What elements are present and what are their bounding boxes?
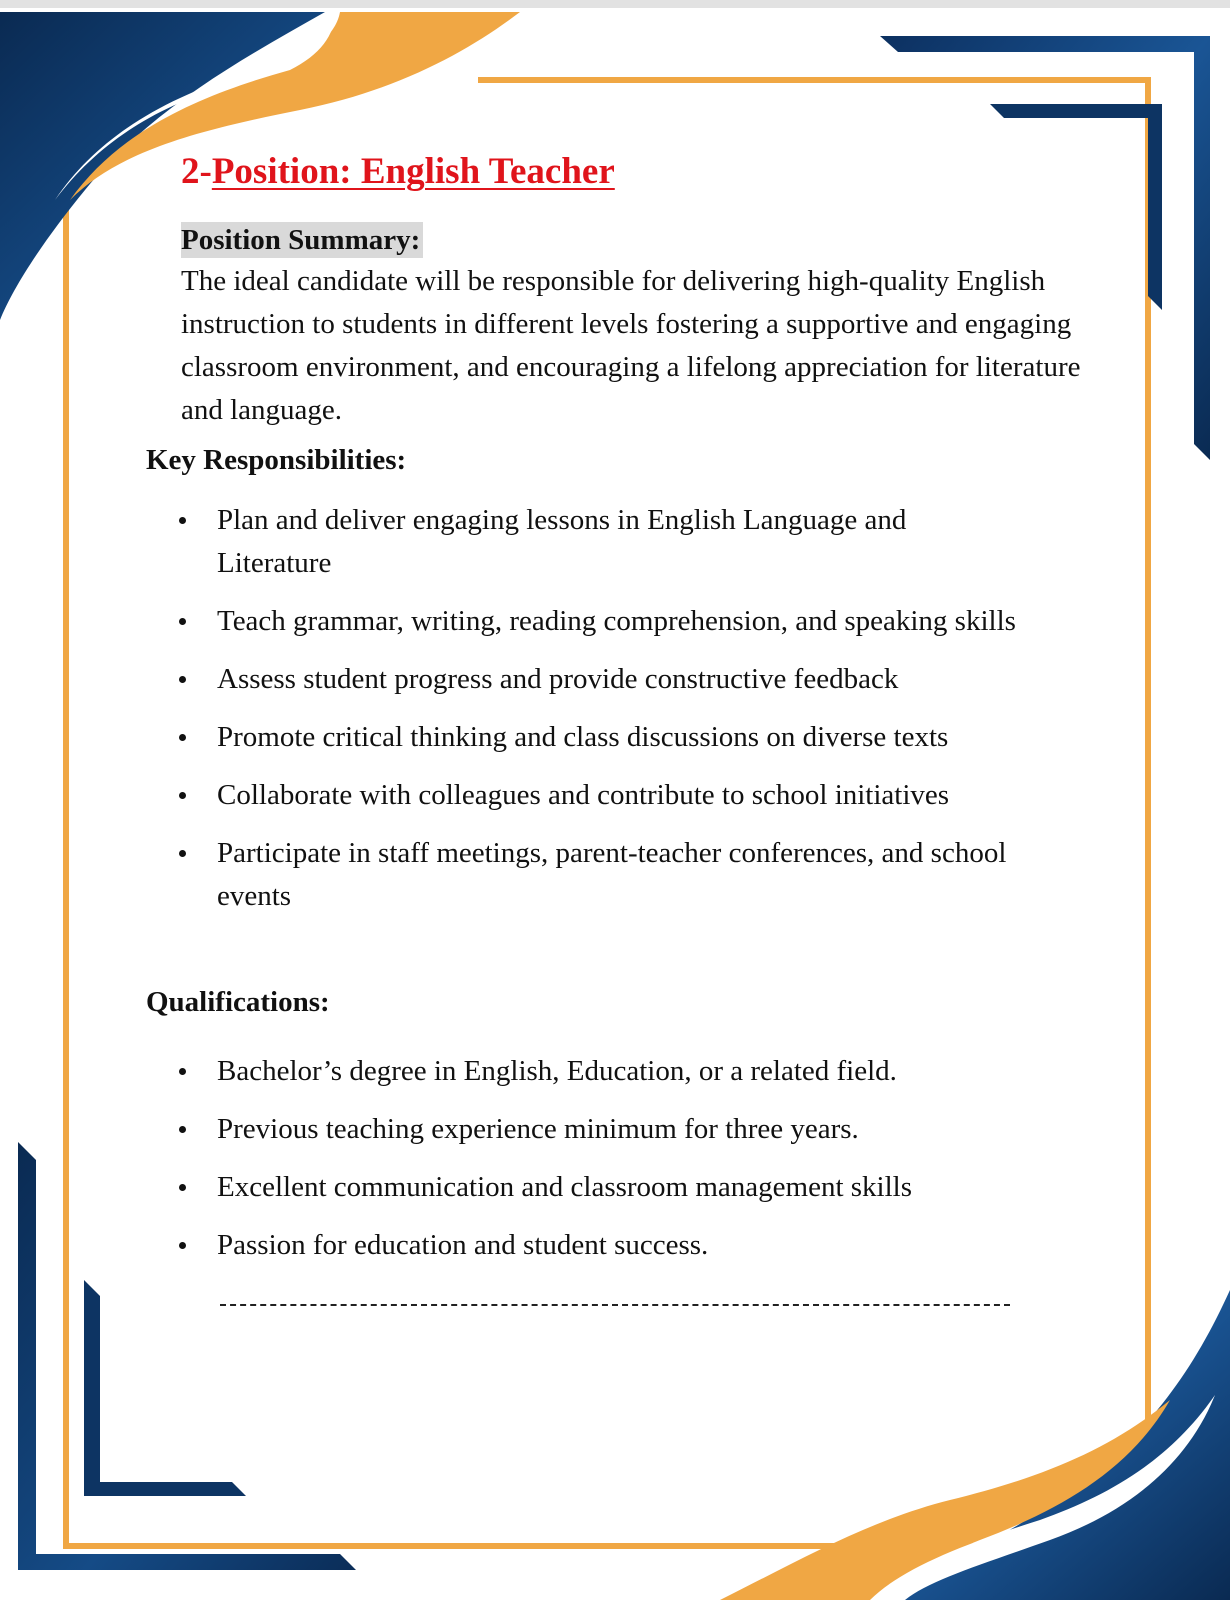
bullet-icon: [179, 517, 186, 524]
list-item: [0, 774, 1017, 817]
dashed-separator: [220, 1304, 1010, 1306]
list-item-text: Excellent communication and classroom management skills: [217, 1171, 913, 1203]
list-item-text: Collaborate with colleagues and contribute to school initiatives: [217, 779, 950, 811]
key-responsibilities-heading: Key Responsibilities:: [146, 444, 407, 476]
list-item-text: Previous teaching experience minimum for three years.: [217, 1113, 859, 1145]
bullet-icon: [179, 1242, 186, 1249]
bullet-icon: [179, 792, 186, 799]
bullet-icon: [179, 1126, 186, 1133]
title-number: 2-: [181, 151, 212, 192]
bullet-icon: [179, 1184, 186, 1191]
list-item-text: Bachelor’s degree in English, Education, or a related field.: [217, 1055, 897, 1087]
qualifications-heading: Qualifications:: [146, 986, 330, 1018]
list-item: [0, 1166, 1017, 1209]
list-item: [0, 600, 1017, 643]
list-item: [0, 658, 1017, 701]
position-summary-heading: Position Summary:: [181, 222, 423, 258]
list-item-text: Assess student progress and provide constructive feedback: [217, 663, 899, 695]
list-item: [0, 1050, 1017, 1093]
list-item-text: Participate in staff meetings, parent-teacher conferences, and school events: [217, 837, 1007, 912]
list-item: [0, 1224, 1017, 1267]
responsibilities-list: [0, 499, 1230, 933]
bullet-icon: [179, 618, 186, 625]
list-item-text: Passion for education and student success.: [217, 1229, 709, 1261]
list-item-text: Plan and deliver engaging lessons in English Language and Literature: [217, 504, 907, 579]
bullet-icon: [179, 1068, 186, 1075]
position-title: [181, 150, 615, 193]
list-item: [0, 499, 1017, 585]
position-summary-text: The ideal candidate will be responsible for delivering high-quality English instruction to students in different levels fostering a supportive and engaging classroom environment, and encouraging a lifelong appreciation for literature and language.: [181, 265, 1081, 426]
list-item-text: Teach grammar, writing, reading comprehension, and speaking skills: [217, 605, 1016, 637]
bullet-icon: [179, 850, 186, 857]
list-item: [0, 1108, 1017, 1151]
title-text: Position: English Teacher: [211, 151, 615, 192]
bullet-icon: [179, 734, 186, 741]
list-item: [0, 832, 1017, 918]
list-item: [0, 716, 1017, 759]
bullet-icon: [179, 676, 186, 683]
list-item-text: Promote critical thinking and class discussions on diverse texts: [217, 721, 949, 753]
qualifications-list: [0, 1050, 1230, 1282]
